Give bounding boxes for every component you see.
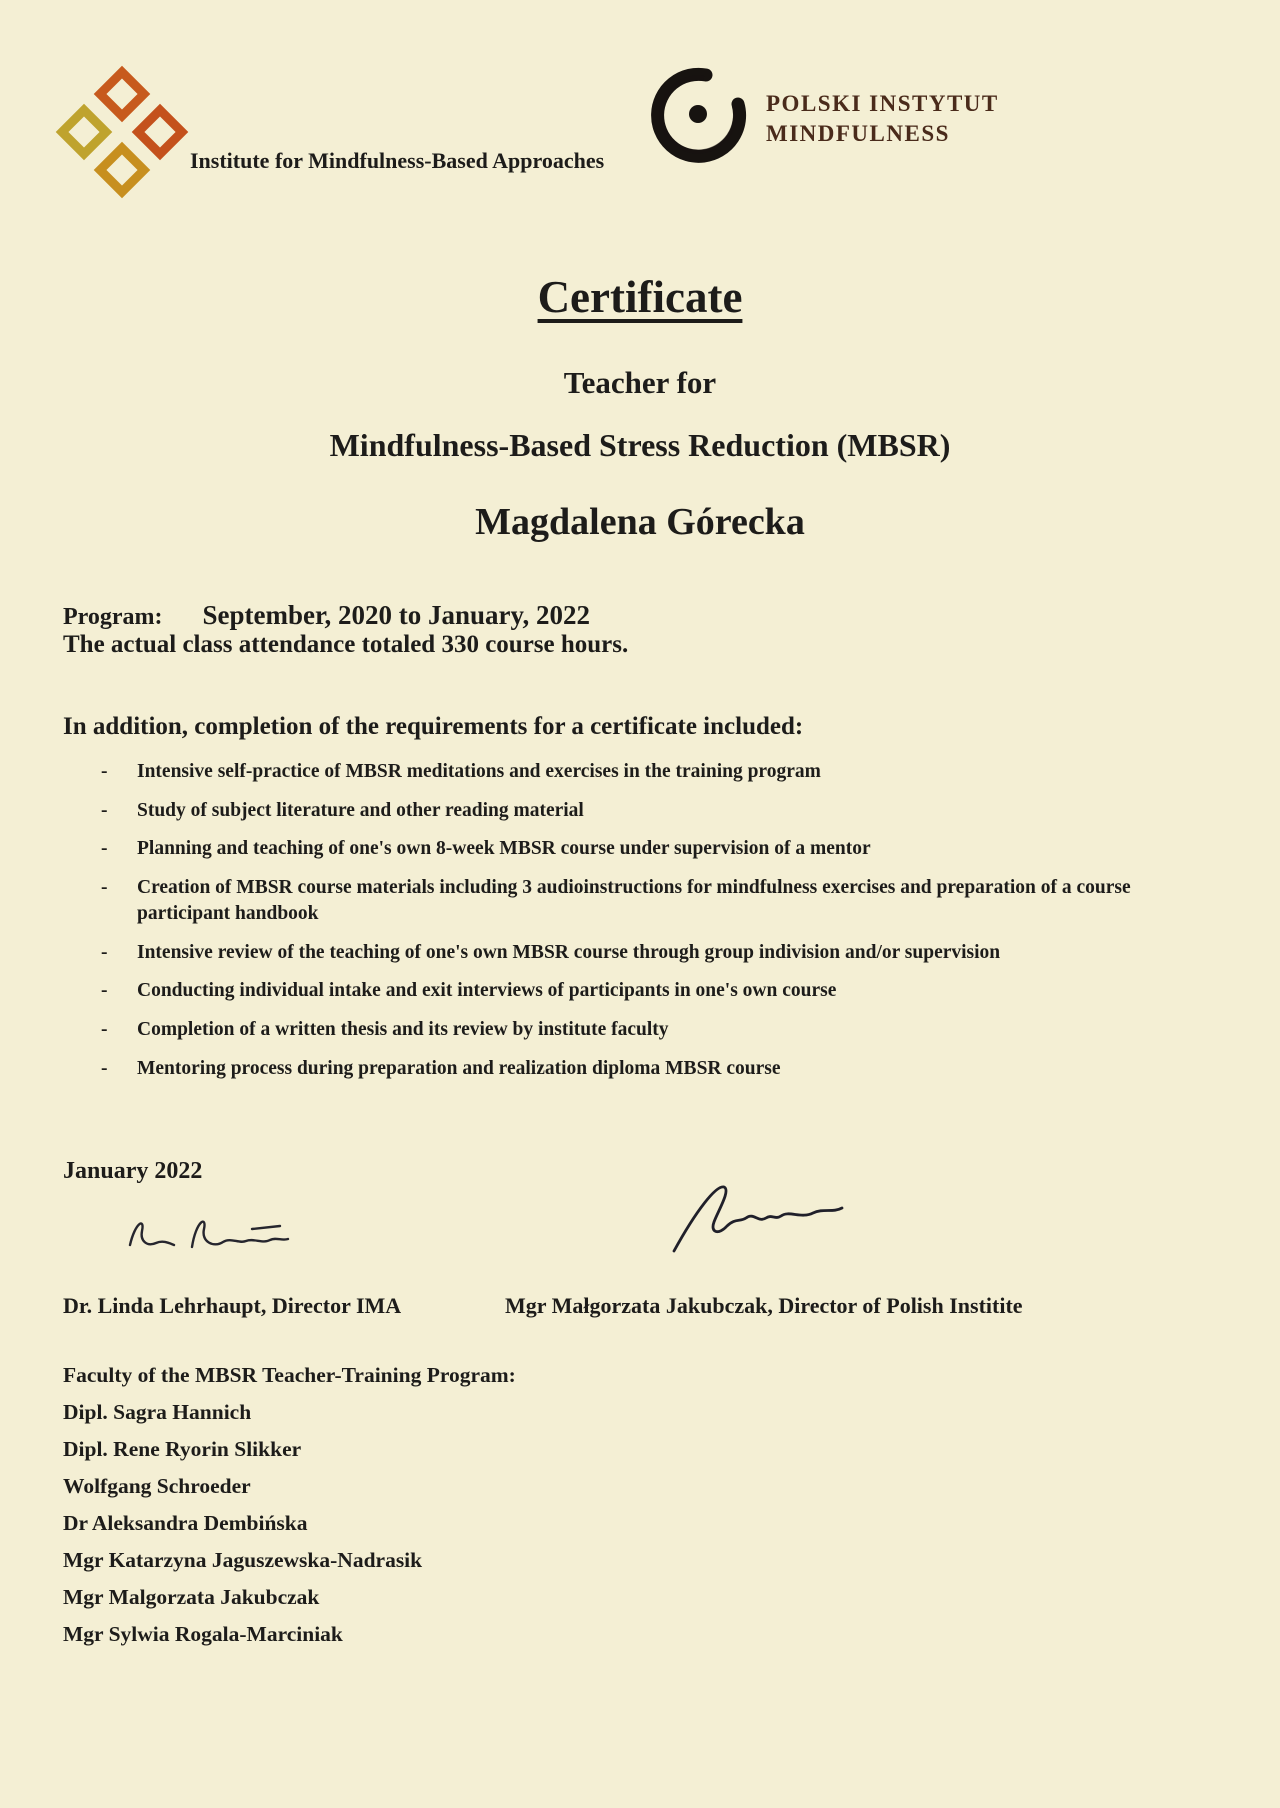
requirement-text: Completion of a written thesis and its review by institute faculty (137, 1019, 669, 1041)
list-item (63, 1017, 1230, 1043)
diamond-icon (132, 104, 189, 161)
list-item (63, 978, 1230, 1004)
pim-name-line2: MINDFULNESS (766, 120, 950, 146)
requirements-section (63, 713, 1230, 1082)
bullet-dash (63, 759, 137, 785)
requirement-text: Study of subject literature and other reading material (137, 799, 584, 821)
list-item (63, 1056, 1230, 1082)
signature-linda-lehrhaupt-icon (122, 1203, 312, 1263)
signature-row (0, 1185, 1280, 1293)
list-item: Mgr Malgorzata Jakubczak (63, 1584, 320, 1609)
program-label: Program: (63, 604, 163, 630)
diamond-icon (94, 142, 151, 199)
program-dates: September, 2020 to January, 2022 (202, 600, 591, 630)
program-line (63, 600, 1220, 631)
certificate-header (0, 0, 1280, 245)
bullet-dash (63, 875, 137, 926)
issue-date: January 2022 (63, 1157, 203, 1184)
bullet-dash (63, 836, 137, 862)
bullet-dash (63, 1056, 137, 1082)
diamond-icon (94, 66, 151, 123)
ima-caption: Institute for Mindfulness-Based Approaches (190, 148, 605, 173)
signatory-right-name: Mgr Małgorzata Jakubczak, Director of Polish Institite (505, 1292, 1023, 1318)
signatory-names (63, 1293, 1280, 1319)
enso-circle-icon (648, 66, 748, 171)
bullet-dash (63, 940, 137, 966)
pim-name-line1: POLSKI INSTYTUT (766, 90, 999, 116)
list-item (63, 940, 1230, 966)
list-item: Dipl. Rene Ryorin Slikker (63, 1436, 302, 1461)
pim-logo-block (648, 66, 999, 171)
list-item: Wolfgang Schroeder (63, 1473, 251, 1498)
list-item: Dipl. Sagra Hannich (63, 1399, 252, 1424)
list-item (63, 875, 1230, 926)
list-item: Dr Aleksandra Dembińska (63, 1510, 308, 1535)
list-item: Mgr Katarzyna Jaguszewska-Nadrasik (63, 1547, 423, 1572)
signatory-left-name: Dr. Linda Lehrhaupt, Director IMA (63, 1292, 402, 1318)
program-block (63, 600, 1220, 659)
requirement-text: Planning and teaching of one's own 8-week MBSR course under supervision of a mentor (137, 838, 871, 860)
list-item (63, 798, 1230, 824)
list-item: Mgr Sylwia Rogala-Marciniak (63, 1621, 343, 1646)
faculty-heading: Faculty of the MBSR Teacher-Training Program: (63, 1362, 516, 1387)
subtitle-course-name: Mindfulness-Based Stress Reduction (MBSR) (329, 427, 951, 463)
requirement-text: Intensive review of the teaching of one's own MBSR course through group indivision and/or supervision (137, 941, 1001, 963)
subtitle-teacher-for: Teacher for (563, 365, 717, 400)
bullet-dash (63, 1017, 137, 1043)
recipient-name: Magdalena Górecka (475, 501, 805, 543)
attendance-line: The actual class attendance totaled 330 course hours. (63, 631, 629, 658)
list-item (63, 836, 1230, 862)
requirement-text: Intensive self-practice of MBSR meditations and exercises in the training program (137, 761, 821, 782)
diamond-icon (56, 104, 113, 161)
bullet-dash (63, 978, 137, 1004)
title-block (0, 245, 1280, 544)
requirement-text: Conducting individual intake and exit interviews of participants in one's own course (137, 980, 837, 1002)
faculty-section (63, 1363, 1280, 1647)
bullet-dash (63, 798, 137, 824)
pim-name (766, 89, 999, 149)
signature-malgorzata-jakubczak-icon (660, 1177, 870, 1262)
requirement-text: Creation of MBSR course materials including 3 audioinstructions for mindfulness exercises and preparation of a course participant handbook (137, 877, 1131, 924)
ima-diamond-logo-icon (62, 74, 182, 194)
list-item (63, 759, 1230, 785)
requirements-list (63, 759, 1230, 1082)
requirement-text: Mentoring process during preparation and realization diploma MBSR course (137, 1057, 781, 1079)
requirements-intro: In addition, completion of the requirements for a certificate included: (63, 713, 804, 740)
certificate-title: Certificate (537, 272, 743, 322)
